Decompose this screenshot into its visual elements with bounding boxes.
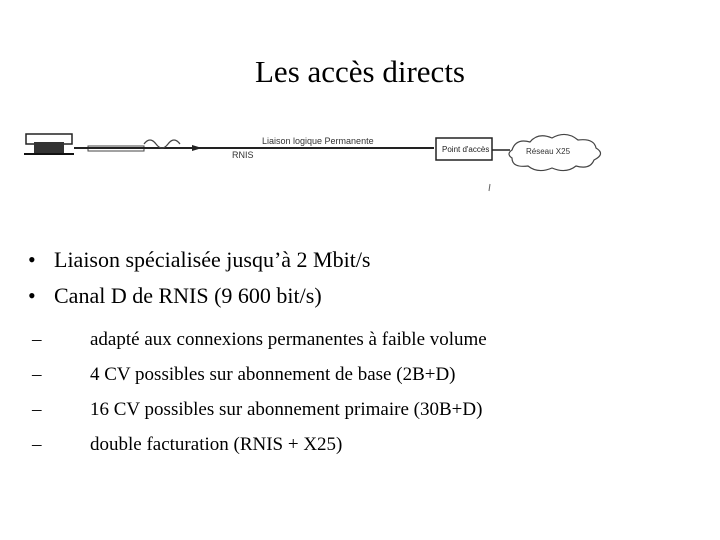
diagram-label-x25: Réseau X25 (526, 147, 571, 156)
bullet-text: Canal D de RNIS (9 600 bit/s) (54, 283, 322, 308)
sub-bullet-list (28, 322, 708, 462)
slide-title: Les accès directs (255, 54, 465, 89)
dash-mark: – (32, 434, 42, 455)
bullet-item (28, 278, 708, 314)
dash-mark: – (32, 399, 42, 420)
diagram-label-access-point: Point d'accès (442, 145, 490, 154)
dial-icon (144, 140, 180, 148)
diagram-label-rnis: RNIS (232, 150, 254, 160)
sub-bullet-text: double facturation (RNIS + X25) (90, 434, 343, 455)
bullet-list (28, 242, 708, 462)
sub-bullet-item (32, 392, 708, 427)
dash-mark: – (32, 329, 42, 350)
bullet-item (28, 242, 708, 278)
sub-bullet-item (32, 427, 708, 462)
dash-mark: – (32, 364, 42, 385)
bullet-mark: • (28, 283, 36, 308)
stray-mark (489, 184, 490, 191)
bullet-text: Liaison spécialisée jusqu’à 2 Mbit/s (54, 247, 371, 272)
bullet-mark: • (28, 247, 36, 272)
sub-bullet-text: 4 CV possibles sur abonnement de base (2B+D) (90, 364, 456, 385)
sub-bullet-text: 16 CV possibles sur abonnement primaire (30B+D) (90, 399, 483, 420)
sub-bullet-item (32, 322, 708, 357)
sub-bullet-item (32, 357, 708, 392)
arrow-icon (192, 145, 202, 151)
sub-bullet-text: adapté aux connexions permanentes à faible volume (90, 329, 487, 350)
network-diagram (24, 128, 634, 192)
terminal-icon (24, 134, 74, 154)
diagram-label-liaison: Liaison logique Permanente (262, 136, 374, 146)
